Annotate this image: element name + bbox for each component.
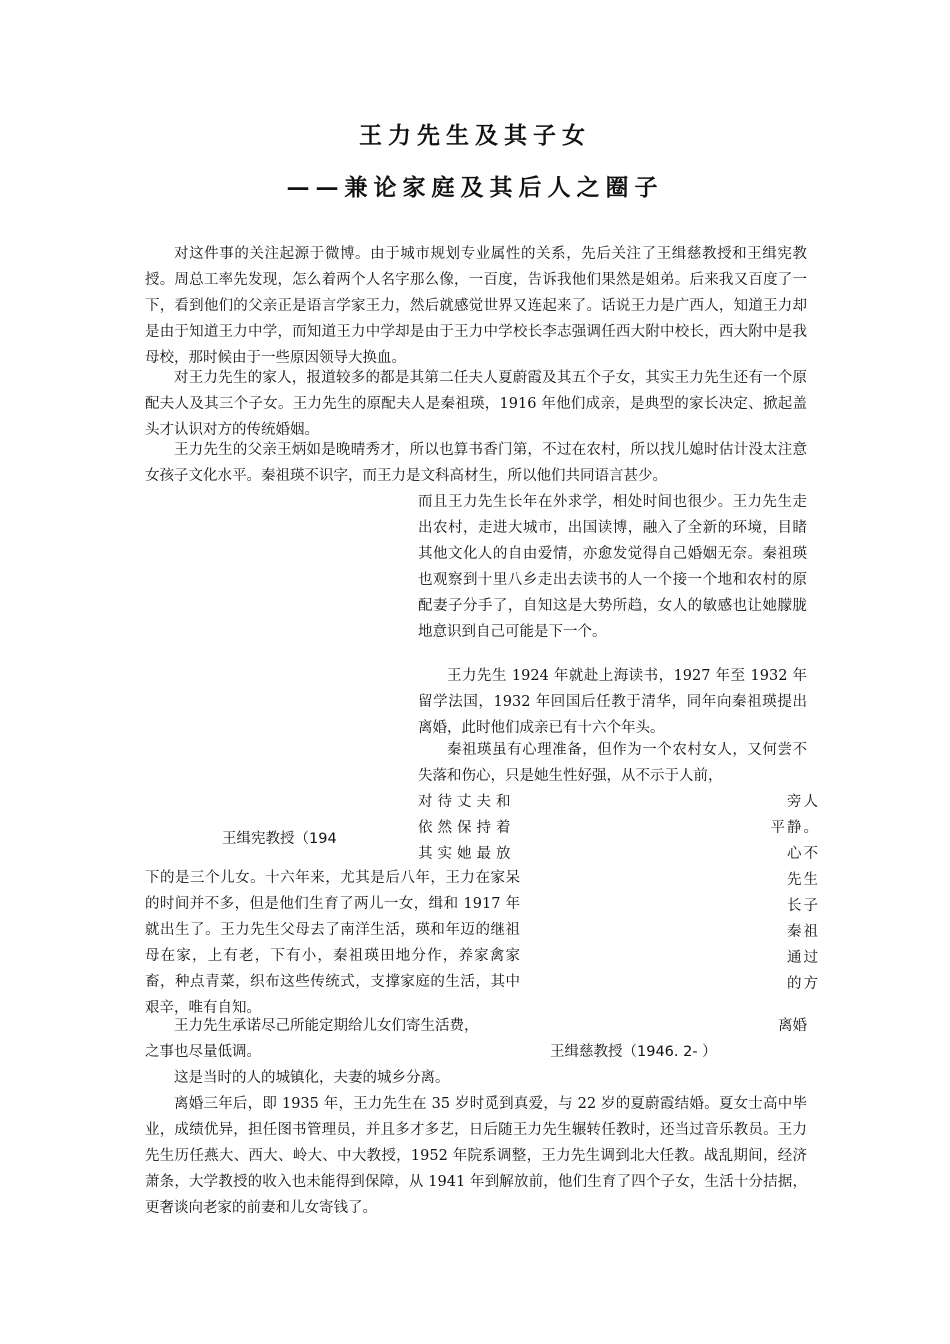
- column-b-line: 秦祖: [787, 924, 820, 940]
- paragraph-2: 对王力先生的家人，报道较多的都是其第二任夫人夏蔚霞及其五个子女，其实王力先生还有一个原配夫人及其三个子女。王力先生的原配夫人是秦祖瑛，1916 年他们成亲，是典型的家长决定、掀起盖头才认识对方的传统婚姻。: [145, 370, 807, 438]
- column-a-line: 其实她最放: [418, 846, 516, 862]
- paragraph-7-tail: 离婚: [778, 1018, 807, 1034]
- photo-wang-jixian: [145, 485, 407, 815]
- column-b-line: 旁人: [787, 794, 820, 810]
- column-b-line: 先生: [787, 872, 820, 888]
- paragraph-7-end: 之事也尽量低调。: [145, 1044, 261, 1060]
- paragraph-5: 秦祖瑛虽有心理准备，但作为一个农村女人，又何尝不失落和伤心，只是她生性好强，从不示于人前，: [418, 742, 807, 784]
- column-b-line: 心不: [787, 846, 820, 862]
- column-b-line: 平静。: [770, 820, 820, 836]
- paragraph-5-column-b: [735, 789, 820, 997]
- paragraph-4: 王力先生 1924 年就赴上海读书，1927 年至 1932 年留学法国，1932 年回国后任教于清华，同年向秦祖瑛提出离婚，此时他们成亲已有十六个年头。: [418, 668, 807, 736]
- paragraph-8: 这是当时的人的城镇化，夫妻的城乡分离。: [174, 1070, 450, 1086]
- paragraph-5-column-a: [418, 789, 528, 867]
- paragraph-1: 对这件事的关注起源于微博。由于城市规划专业属性的关系，先后关注了王缉慈教授和王缉宪教授。周总工率先发现，怎么着两个人名字那么像，一百度，告诉我他们果然是姐弟。后来我又百度了一下，看到他们的父亲正是语言学家王力，然后就感觉世界又连起来了。话说王力是广西人，知道王力却是由于知道王力中学，而知道王力中学却是由于王力中学校长李志强调任西大附中校长，西大附中是我母校，那时候由于一些原因领导大换血。: [145, 246, 807, 366]
- paragraph-6: 下的是三个儿女。十六年来，尤其是后八年，王力在家呆的时间并不多，但是他们生育了两儿一女，缉和 1917 年就出生了。王力先生父母去了南洋生活，瑛和年迈的继祖母在家，上有老，下有小，秦祖瑛田地分作，养家禽家畜，种点青菜，织布这些传统式，支撑家庭的生活，其中艰辛，唯有自知。: [145, 870, 520, 1016]
- column-b-line: 通过: [787, 950, 820, 966]
- column-a-line: 对待丈夫和: [418, 794, 516, 810]
- column-a-line: 依然保持着: [418, 820, 516, 836]
- photo-caption-wang-jixian: 王缉宪教授（194: [222, 831, 337, 847]
- column-b-line: 长子: [787, 898, 820, 914]
- paragraph-9: 离婚三年后，即 1935 年，王力先生在 35 岁时觅到真爱，与 22 岁的夏蔚霞结婚。夏女士高中毕业，成绩优异，担任图书管理员，并且多才多艺，日后随王力先生辗转任教时，还当过音乐教员。王力先生历任燕大、西大、岭大、中大教授，1952 年院系调整，王力先生调到北大任教。战乱期间，经济萧条，大学教授的收入也未能得到保障，从 1941 年到解放前，他们生育了四个子女，生活十分拮据，更奢谈向老家的前妻和儿女寄钱了。: [145, 1096, 807, 1216]
- page-title: 王力先生及其子女: [359, 122, 591, 149]
- paragraph-3-continued: 而且王力先生长年在外求学，相处时间也很少。王力先生走出农村，走进大城市，出国读博，融入了全新的环境，目睹其他文化人的自由爱情，亦愈发觉得自己婚姻无奈。秦祖瑛也观察到十里八乡走出去读书的人一个接一个地和农村的原配妻子分手了，自知这是大势所趋，女人的敏感也让她朦胧地意识到自己可能是下一个。: [418, 494, 807, 640]
- photo-wang-jici: [535, 795, 755, 1030]
- photo-caption-wang-jici: 王缉慈教授（1946. 2- ）: [550, 1044, 717, 1060]
- column-b-line: 的方: [787, 976, 820, 992]
- paragraph-7: 王力先生承诺尽己所能定期给儿女们寄生活费，: [174, 1018, 479, 1034]
- paragraph-3: 王力先生的父亲王炳如是晚晴秀才，所以也算书香门第，不过在农村，所以找儿媳时估计没太注意女孩子文化水平。秦祖瑛不识字，而王力是文科高材生，所以他们共同语言甚少。: [145, 442, 807, 484]
- page-subtitle: ——兼论家庭及其后人之圈子: [286, 174, 664, 201]
